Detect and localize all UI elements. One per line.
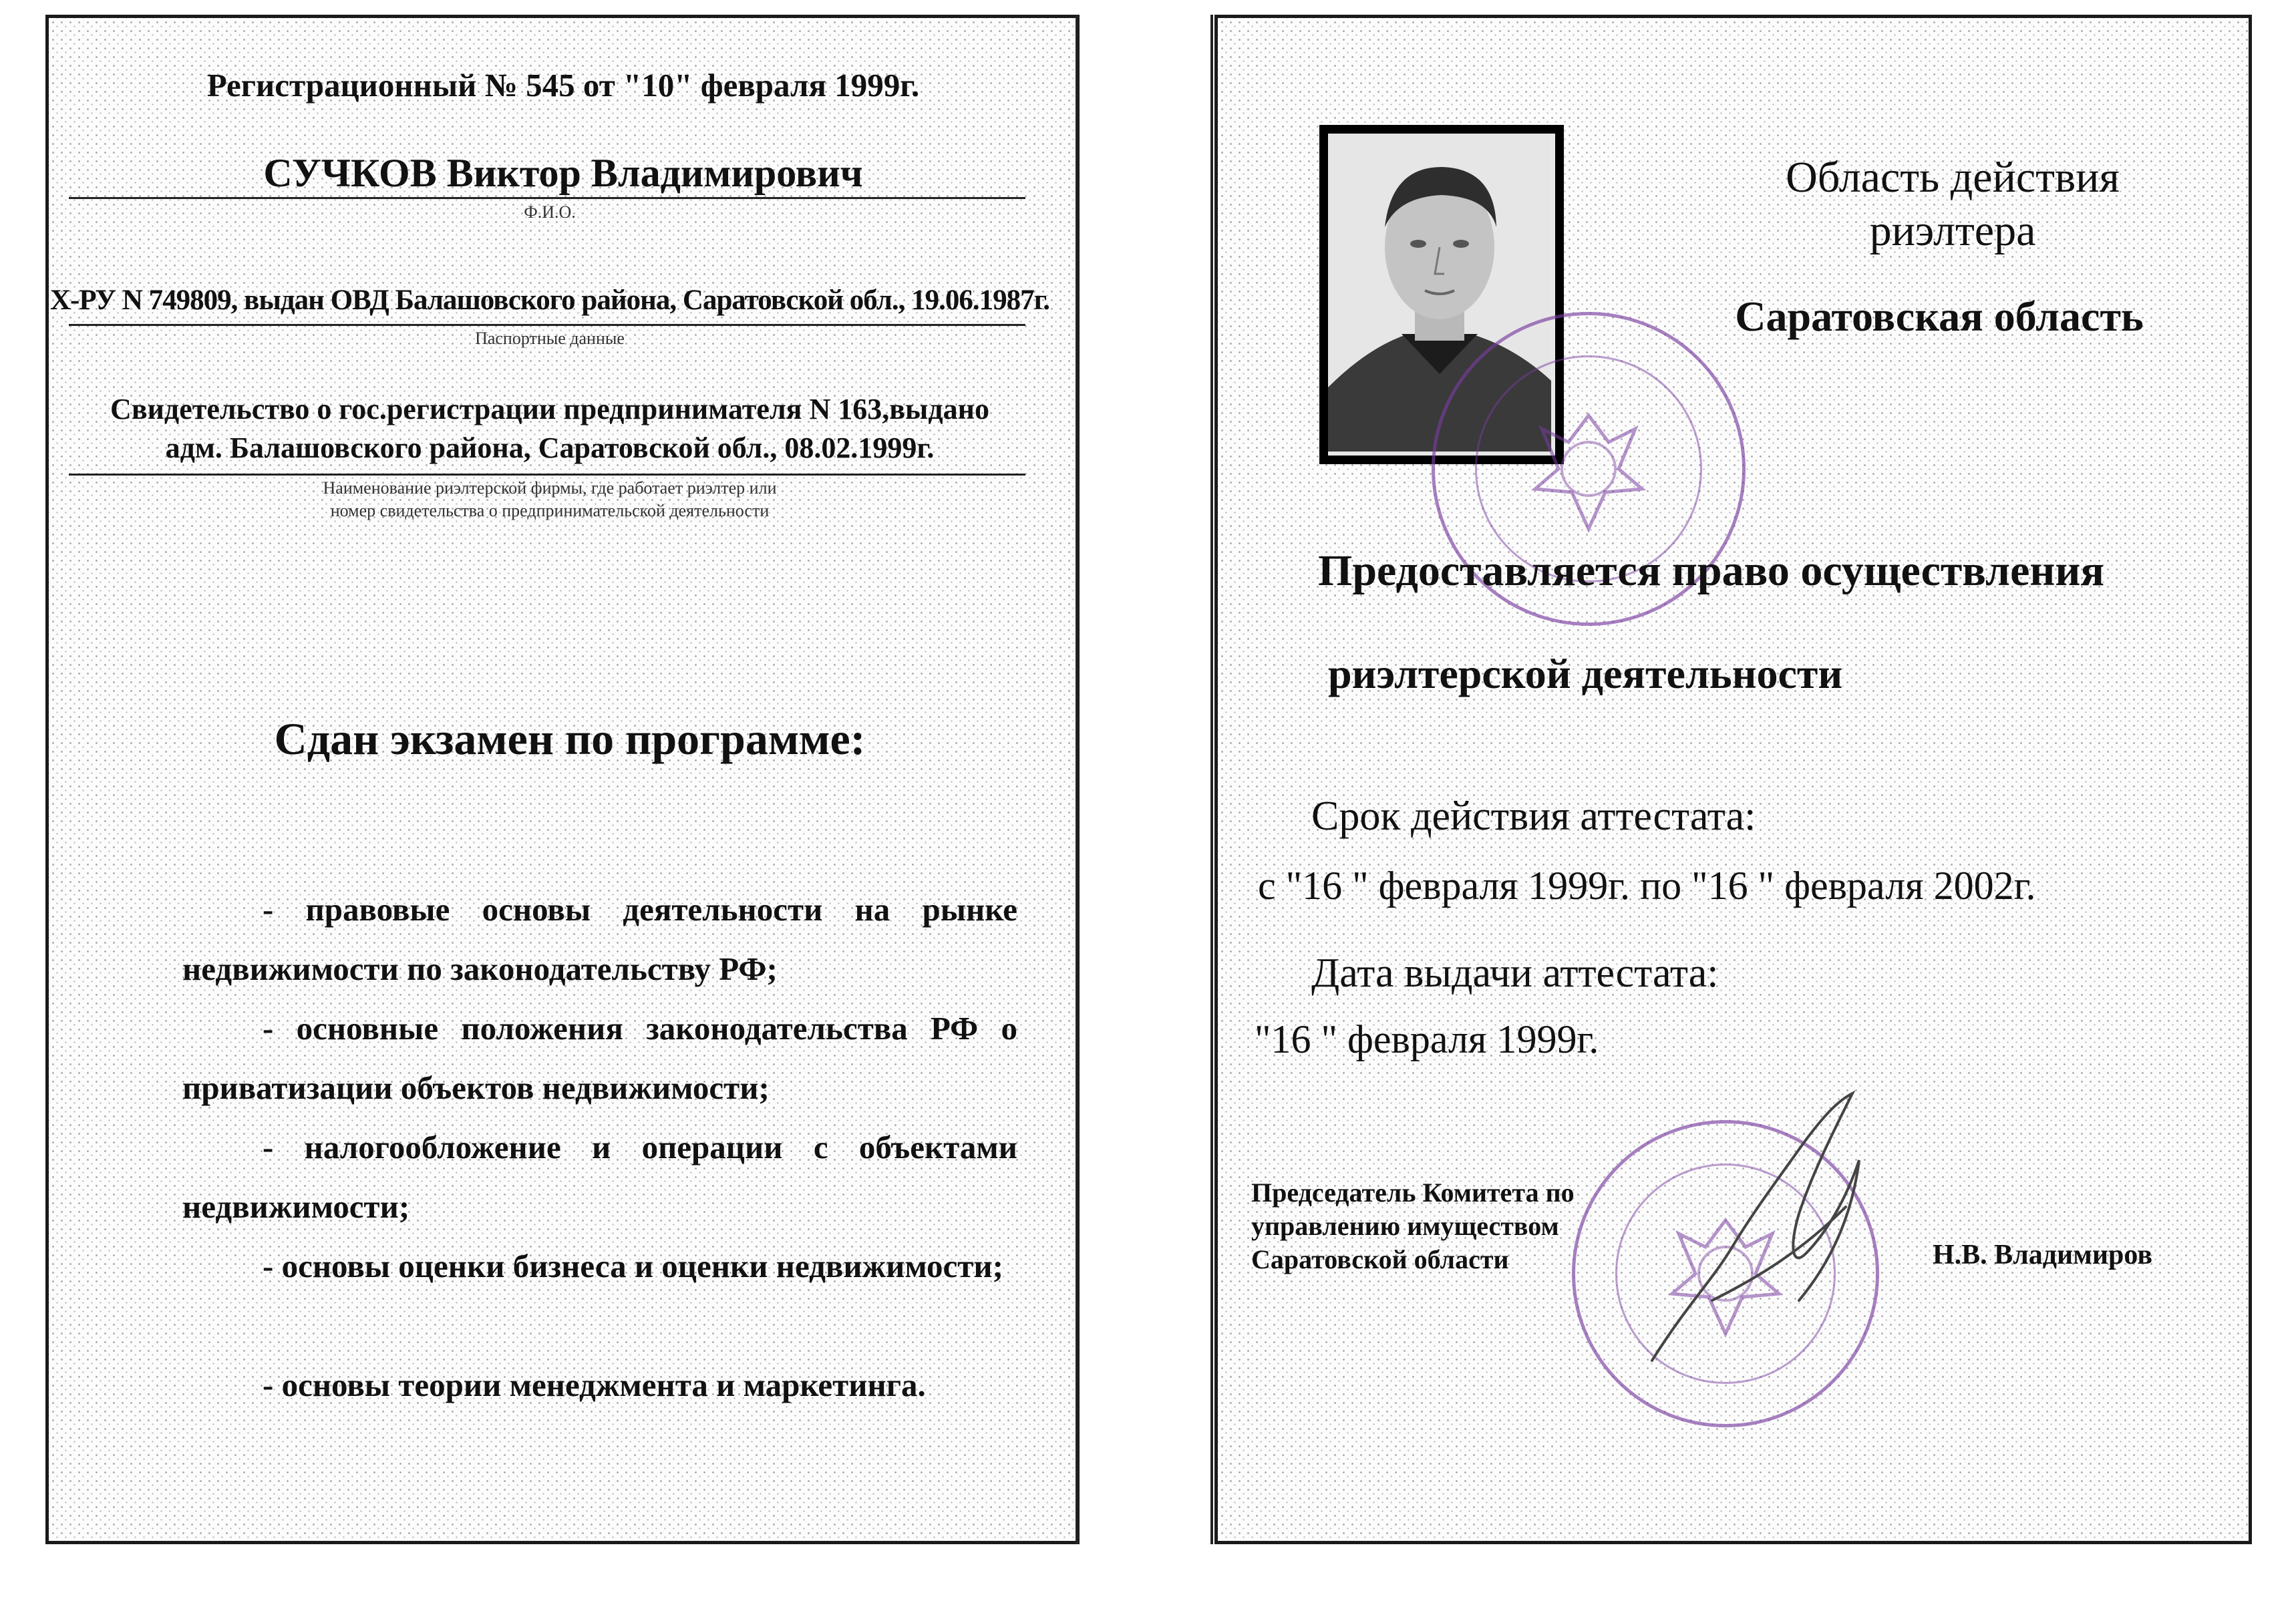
full-name-rule <box>69 197 1025 199</box>
certificate-caption-1: Наименование риэлтерской фирмы, где работает риэлтер или <box>323 478 777 498</box>
issue-label: Дата выдачи аттестата: <box>1311 950 1719 996</box>
right-page <box>1214 15 2252 1544</box>
area-title-line-1: Область действия <box>1786 153 2120 202</box>
certificate-rule <box>69 474 1025 476</box>
issue-value: "16 " февраля 1999г. <box>1255 1017 1599 1061</box>
full-name-caption: Ф.И.О. <box>524 202 576 222</box>
program-item: - основы теории менеджмента и маркетинга. <box>263 1367 926 1403</box>
program-item: - основы оценки бизнеса и оценки недвижимости; <box>263 1248 1003 1284</box>
validity-value: с "16 " февраля 1999г. по "16 " февраля 2002г. <box>1258 864 2036 908</box>
chairman-line-3: Саратовской области <box>1251 1244 1509 1274</box>
right-line-2: риэлтерской деятельности <box>1328 650 1843 697</box>
full-name: СУЧКОВ Виктор Владимирович <box>263 151 863 195</box>
program-item: - основные положения законодательства РФ о приватизации объектов недвижимости; <box>182 1010 1017 1106</box>
area-value: Саратовская область <box>1735 293 2144 340</box>
certificate-line-1: Свидетельство о гос.регистрации предпринимателя N 163,выдано <box>110 393 989 425</box>
validity-label: Срок действия аттестата: <box>1311 793 1756 839</box>
exam-heading: Сдан экзамен по программе: <box>274 713 866 764</box>
certificate-line-2: адм. Балашовского района, Саратовской обл., 08.02.1999г. <box>165 431 935 464</box>
chairman-line-1: Председатель Комитета по <box>1251 1178 1575 1208</box>
program-item: - налогообложение и операции с объектами недвижимости; <box>182 1129 1017 1225</box>
center-gutter <box>1080 15 1214 1544</box>
chairman-name: Н.В. Владимиров <box>1933 1240 2153 1270</box>
handwritten-signature <box>1632 1080 1913 1374</box>
gutter-line <box>1210 15 1213 1544</box>
passport-caption: Паспортные данные <box>475 329 625 348</box>
certificate-caption-2: номер свидетельства о предпринимательской деятельности <box>330 501 770 520</box>
passport-data: X-РУ N 749809, выдан ОВД Балашовского района, Саратовской обл., 19.06.1987г. <box>49 285 1050 316</box>
registration-number: Регистрационный № 545 от "10" февраля 1999г. <box>206 67 920 104</box>
left-page <box>45 15 1080 1544</box>
chairman-line-2: управлению имуществом <box>1251 1211 1559 1241</box>
area-title-line-2: риэлтера <box>1869 206 2036 255</box>
right-line-1: Предоставляется право осуществления <box>1318 546 2105 595</box>
program-item: - правовые основы деятельности на рынке недвижимости по законодательству РФ; <box>182 891 1017 987</box>
passport-rule <box>69 324 1025 326</box>
gutter-line <box>1076 15 1078 1544</box>
